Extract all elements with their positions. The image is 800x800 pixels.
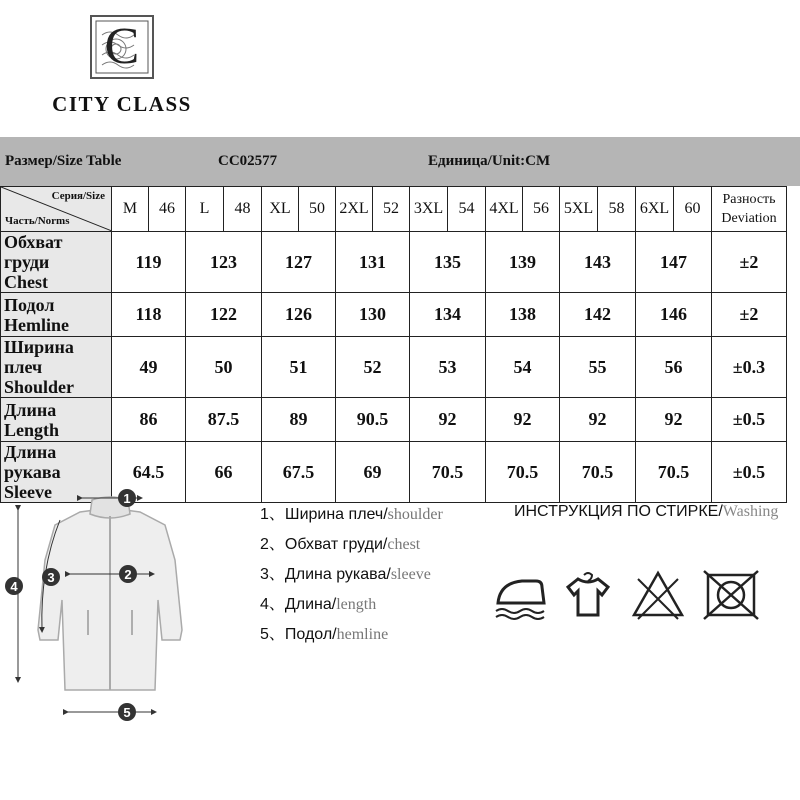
table-cell: 146 <box>636 293 712 337</box>
table-cell: 130 <box>336 293 410 337</box>
svg-text:1: 1 <box>123 491 131 506</box>
table-cell: 56 <box>636 337 712 398</box>
size-header: 5XL 58 <box>560 187 636 232</box>
table-row <box>1 293 787 337</box>
logo-letter: C <box>104 18 140 75</box>
size-header: XL 50 <box>262 187 336 232</box>
table-cell: 118 <box>112 293 186 337</box>
size-header: 2XL 52 <box>336 187 410 232</box>
table-row <box>1 232 787 293</box>
svg-text:3: 3 <box>47 570 55 585</box>
product-code: CC02577 <box>218 153 278 169</box>
table-cell: 119 <box>112 232 186 293</box>
legend-item: 4、Длина/length <box>260 596 377 613</box>
deviation-cell: ±0.3 <box>712 337 787 398</box>
table-cell: 70.5 <box>410 442 486 503</box>
table-cell: 143 <box>560 232 636 293</box>
jacket-diagram <box>0 480 220 730</box>
legend-item: 1、Ширина плеч/shoulder <box>260 506 443 523</box>
table-cell: 92 <box>636 398 712 442</box>
table-cell: 90.5 <box>336 398 410 442</box>
table-corner <box>1 187 112 232</box>
table-cell: 66 <box>186 442 262 503</box>
no-bleach-icon <box>630 569 686 621</box>
marker-2 <box>119 565 137 583</box>
table-row <box>1 337 787 398</box>
marker-3 <box>42 568 60 586</box>
svg-text:5: 5 <box>123 705 131 720</box>
table-cell: 135 <box>410 232 486 293</box>
row-label: Ширина плеч Shoulder <box>1 337 112 398</box>
size-table <box>0 186 787 503</box>
table-cell: 139 <box>486 232 560 293</box>
jacket-illustration <box>0 480 220 730</box>
legend-item: 3、Длина рукава/sleeve <box>260 566 431 583</box>
svg-text:2: 2 <box>124 567 132 582</box>
table-cell: 126 <box>262 293 336 337</box>
table-cell: 70.5 <box>636 442 712 503</box>
table-cell: 89 <box>262 398 336 442</box>
deviation-header: Разность Deviation <box>712 187 787 232</box>
hang-dry-icon <box>562 569 614 621</box>
table-cell: 142 <box>560 293 636 337</box>
table-cell: 92 <box>410 398 486 442</box>
table-header-bar <box>0 137 800 186</box>
table-cell: 52 <box>336 337 410 398</box>
svg-text:4: 4 <box>10 579 18 594</box>
size-header: 6XL 60 <box>636 187 712 232</box>
table-cell: 50 <box>186 337 262 398</box>
table-cell: 86 <box>112 398 186 442</box>
legend-item: 2、Обхват груди/chest <box>260 536 421 553</box>
table-cell: 122 <box>186 293 262 337</box>
table-cell: 51 <box>262 337 336 398</box>
table-cell: 49 <box>112 337 186 398</box>
table-row <box>1 398 787 442</box>
no-tumble-dry-icon <box>702 569 762 621</box>
table-cell: 67.5 <box>262 442 336 503</box>
table-cell: 70.5 <box>486 442 560 503</box>
deviation-cell: ±2 <box>712 232 787 293</box>
row-label: Длина рукава Sleeve <box>1 442 112 503</box>
deviation-cell: ±0.5 <box>712 398 787 442</box>
table-cell: 55 <box>560 337 636 398</box>
size-header: 3XL 54 <box>410 187 486 232</box>
deviation-cell: ±0.5 <box>712 442 787 503</box>
row-label: Обхват груди Chest <box>1 232 112 293</box>
brand-logo <box>90 15 154 79</box>
measurement-legend <box>260 500 443 650</box>
marker-4 <box>5 577 23 595</box>
table-cell: 64.5 <box>112 442 186 503</box>
deviation-cell: ±2 <box>712 293 787 337</box>
marker-1 <box>118 489 136 507</box>
size-header: L 48 <box>186 187 262 232</box>
table-cell: 54 <box>486 337 560 398</box>
table-cell: 92 <box>486 398 560 442</box>
washing-icons <box>490 565 790 625</box>
iron-icon <box>492 569 550 621</box>
row-label: Подол Hemline <box>1 293 112 337</box>
corner-norms-label: Часть/Norms <box>5 215 70 227</box>
washing-title: ИНСТРУКЦИЯ ПО СТИРКЕ/Washing <box>514 503 779 520</box>
brand-name: CITY CLASS <box>52 92 192 116</box>
legend-item: 5、Подол/hemline <box>260 626 389 643</box>
table-cell: 87.5 <box>186 398 262 442</box>
corner-series-label: Серия/Size <box>51 190 105 202</box>
table-cell: 70.5 <box>560 442 636 503</box>
table-cell: 127 <box>262 232 336 293</box>
size-header: 4XL 56 <box>486 187 560 232</box>
table-cell: 53 <box>410 337 486 398</box>
table-cell: 147 <box>636 232 712 293</box>
table-cell: 131 <box>336 232 410 293</box>
marker-5 <box>118 703 136 721</box>
table-title: Размер/Size Table <box>5 153 122 169</box>
row-label: Длина Length <box>1 398 112 442</box>
unit-label: Единица/Unit:CM <box>428 153 551 169</box>
table-cell: 69 <box>336 442 410 503</box>
table-cell: 92 <box>560 398 636 442</box>
table-cell: 138 <box>486 293 560 337</box>
table-cell: 134 <box>410 293 486 337</box>
table-cell: 123 <box>186 232 262 293</box>
size-header: M 46 <box>112 187 186 232</box>
